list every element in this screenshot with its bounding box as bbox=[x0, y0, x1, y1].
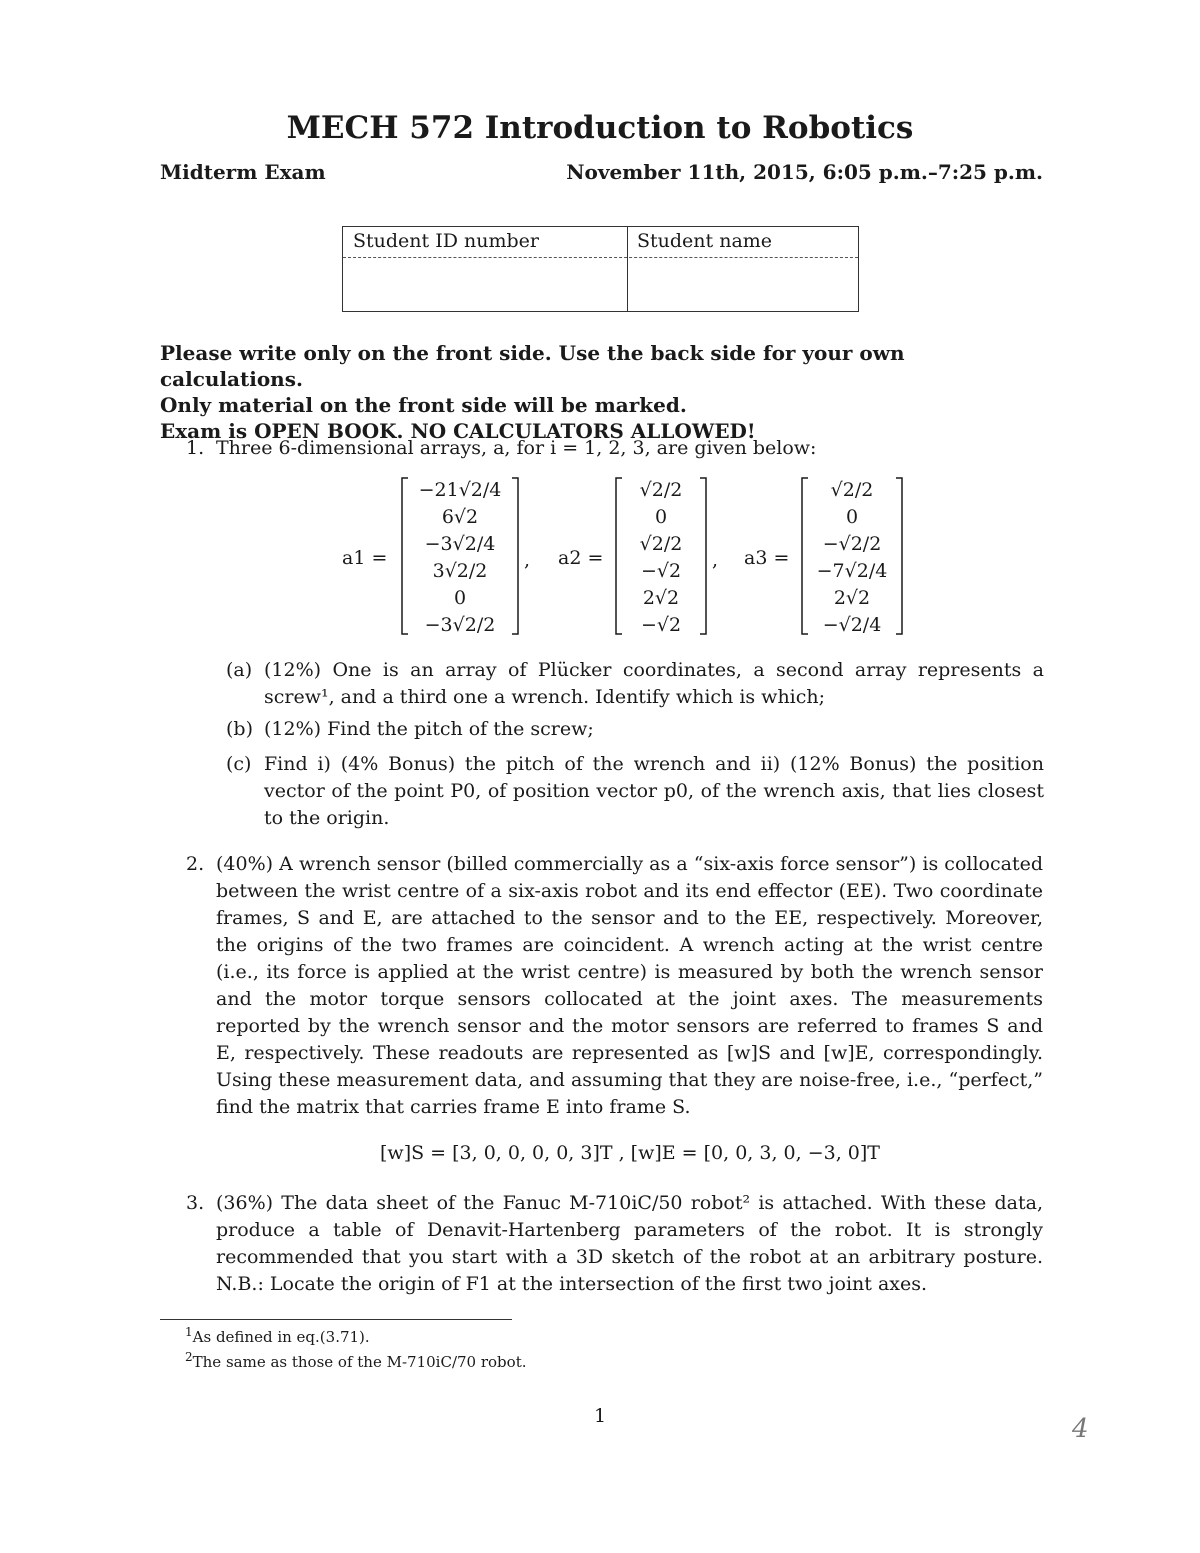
vector-label: a2 = bbox=[558, 547, 604, 569]
vector-entry: −3√2/4 bbox=[424, 533, 496, 555]
vector-entry: −7√2/4 bbox=[816, 560, 888, 582]
q1-part-label: (c) bbox=[226, 753, 252, 775]
q1-number: 1. bbox=[186, 437, 205, 459]
q1-part-text: Find i) (4% Bonus) the pitch of the wrench and ii) (12% Bonus) the position vector of the point P0, of position vector p0, of the wrench axis, that lies closest to the origin. bbox=[264, 753, 1044, 829]
footnote-mark: 2 bbox=[185, 1350, 193, 1364]
page-number: 1 bbox=[593, 1405, 607, 1427]
vector-entry: 2√2 bbox=[833, 587, 871, 609]
vector-entry: 6√2 bbox=[441, 506, 479, 528]
q2-number: 2. bbox=[186, 853, 205, 875]
q1-part-label: (b) bbox=[226, 718, 253, 740]
id-box-divider bbox=[627, 227, 628, 311]
student-id-box bbox=[342, 226, 859, 312]
vector-entry: 0 bbox=[845, 506, 859, 528]
vector-entry: −21√2/4 bbox=[418, 479, 502, 501]
q3-text: (36%) The data sheet of the Fanuc M-710iC/50 robot² is attached. With these data, produce a table of Denavit-Hartenberg parameters of the robot. It is strongly recommended that you start with a 3D sketch of the robot at an arbitrary posture. N.B.: Locate the origin of F1 at the intersection of the first two joint axes. bbox=[216, 1192, 1043, 1295]
vector-entry: √2/2 bbox=[639, 533, 683, 555]
bracket-right bbox=[512, 478, 518, 634]
student-name-label: Student name bbox=[637, 230, 773, 252]
q1-part-text: (12%) Find the pitch of the screw; bbox=[264, 718, 594, 740]
q1-part-label: (a) bbox=[226, 659, 253, 681]
instruction-line: Exam is OPEN BOOK. NO CALCULATORS ALLOWED! bbox=[160, 419, 756, 443]
bracket-left bbox=[402, 478, 408, 634]
svg-text:,: , bbox=[712, 549, 719, 571]
q3-number: 3. bbox=[186, 1192, 205, 1214]
footnote-text: The same as those of the M-710iC/70 robot. bbox=[192, 1353, 527, 1371]
footnote-mark: 1 bbox=[185, 1325, 193, 1339]
vector-entry: 3√2/2 bbox=[432, 560, 488, 582]
exam-date-time: November 11th, 2015, 6:05 p.m.–7:25 p.m. bbox=[566, 160, 1043, 184]
q1-vectors bbox=[330, 472, 930, 642]
instructions bbox=[160, 340, 1045, 444]
svg-text:,: , bbox=[524, 549, 531, 571]
footnote-rule bbox=[160, 1319, 512, 1320]
q1-part-text: (12%) One is an array of Plücker coordinates, a second array represents a screw¹, and a third one a wrench. Identify which is which; bbox=[264, 659, 1044, 708]
vector-entry: −√2/2 bbox=[822, 533, 882, 555]
q2-equation: [w]S = [3, 0, 0, 0, 0, 3]T , [w]E = [0, 0, 3, 0, −3, 0]T bbox=[380, 1142, 880, 1164]
vector-entry: −√2 bbox=[640, 614, 682, 636]
q1-intro: Three 6-dimensional arrays, a, for i = 1, 2, 3, are given below: bbox=[216, 437, 817, 459]
exam-type: Midterm Exam bbox=[160, 160, 326, 184]
vector-entry: 0 bbox=[453, 587, 467, 609]
vector-label: a3 = bbox=[744, 547, 790, 569]
page-title: MECH 572 Introduction to Robotics bbox=[286, 110, 914, 146]
q2-text: (40%) A wrench sensor (billed commercially as a “six-axis force sensor”) is collocated between the wrist centre of a six-axis robot and its end effector (EE). Two coordinate frames, S and E, are attached to the sensor and to the EE, respectively. Moreover, the origins of the two frames are coincident. A wrench acting at the wrist centre (i.e., its force is applied at the wrist centre) is measured by both the wrench sensor and the motor torque sensors collocated at the joint axes. The measurements reported by the wrench sensor and the motor sensors are referred to frames S and E, respectively. These readouts are represented as [w]S and [w]E, correspondingly. Using these measurement data, and assuming that they are noise-free, i.e., “perfect,” find the matrix that carries frame E into frame S. bbox=[216, 853, 1043, 1118]
vector-entry: 0 bbox=[654, 506, 668, 528]
vector-entry: √2/2 bbox=[830, 479, 874, 501]
instruction-line: Only material on the front side will be marked. bbox=[160, 393, 687, 417]
vector-entry: −3√2/2 bbox=[424, 614, 496, 636]
vector-entry: −√2/4 bbox=[822, 614, 882, 636]
margin-mark: 4 bbox=[1072, 1414, 1089, 1444]
vector-entry: √2/2 bbox=[639, 479, 683, 501]
vector-entry: 2√2 bbox=[642, 587, 680, 609]
footnote-text: As defined in eq.(3.71). bbox=[192, 1328, 370, 1346]
vector-entry: −√2 bbox=[640, 560, 682, 582]
footnote bbox=[185, 1325, 370, 1346]
instruction-line: Please write only on the front side. Use the back side for your own calculations. bbox=[160, 341, 905, 391]
student-id-label: Student ID number bbox=[353, 230, 539, 252]
vector-label: a1 = bbox=[342, 547, 388, 569]
footnote bbox=[185, 1350, 527, 1371]
